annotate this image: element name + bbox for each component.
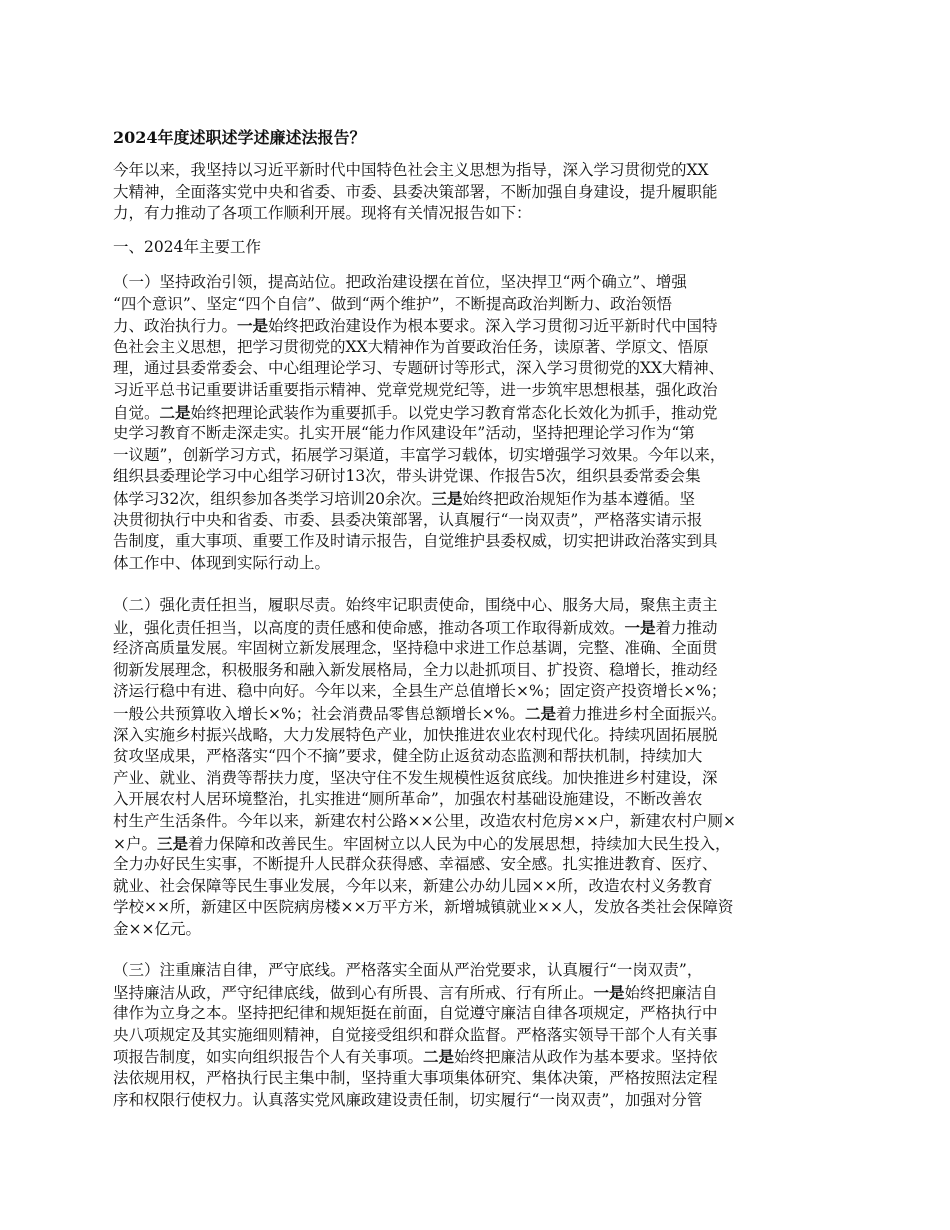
text-segment: 色社会主义思想，把学习贯彻党的XX大精神作为首要政治任务，读原著、学原文、悟原 <box>113 337 709 356</box>
paragraph-responsibility <box>113 595 853 941</box>
text-segment: 始终把廉洁从政作为基本要求。坚持依 <box>454 1048 718 1067</box>
text-segment: 坚持廉洁从政，严守纪律底线，做到心有所畏、言有所戒、行有所止。 <box>113 983 594 1002</box>
text-line <box>113 1003 853 1025</box>
section-heading <box>113 237 853 259</box>
text-segment: 告制度，重大事项、重要工作及时请示报告，自觉维护县委权威，切实把讲政治落实到具 <box>113 532 718 551</box>
text-line <box>113 595 853 617</box>
text-segment: 始终把政治规矩作为基本遵循。坚 <box>462 489 695 508</box>
paragraph-political-leadership <box>113 272 853 574</box>
text-line <box>113 1025 853 1047</box>
text-segment: ×户。 <box>113 834 157 853</box>
text-segment: 贫攻坚成果，严格落实“四个不摘”要求，健全防止返贫动态监测和帮扶机制，持续加大 <box>113 747 703 766</box>
text-line <box>113 811 853 833</box>
text-line <box>113 380 853 402</box>
text-segment: 业，强化责任担当，以高度的责任感和使命感，推动各项工作取得新成效。 <box>113 618 625 637</box>
text-segment: 济运行稳中有进、稳中向好。今年以来，全县生产总值增长×%；固定资产投资增长×%； <box>113 682 727 701</box>
text-line <box>113 703 853 725</box>
text-line <box>113 638 853 660</box>
text-line <box>113 746 853 768</box>
text-segment: 力，有力推动了各项工作顺利开展。现将有关情况报告如下： <box>113 204 532 223</box>
text-line <box>113 553 853 575</box>
text-segment: 决贯彻执行中央和省委、市委、县委决策部署，认真履行“一岗双责”，严格落实请示报 <box>113 510 703 529</box>
text-line <box>113 402 853 424</box>
text-line <box>113 960 853 982</box>
text-segment: 村生产生活条件。今年以来，新建农村公路××公里，改造农村危房××户，新建农村户厕× <box>113 811 736 830</box>
text-line <box>113 466 853 488</box>
bold-marker: 一是 <box>593 982 625 1002</box>
text-segment: 法依规用权，严格执行民主集中制，坚持重大事项集体研究、集体决策，严格按照法定程 <box>113 1068 718 1087</box>
text-line <box>113 833 853 855</box>
text-segment: 产业、就业、消费等帮扶力度，坚决守住不发生规模性返贫底线。加快推进乡村建设，深 <box>113 768 718 787</box>
text-segment: 自觉。 <box>113 403 160 422</box>
text-line <box>113 315 853 337</box>
text-line <box>113 1090 853 1112</box>
text-segment: 着力保障和改善民生。牢固树立以人民为中心的发展思想，持续加大民生投入， <box>188 834 731 853</box>
text-segment: 着力推动 <box>655 618 718 637</box>
text-line <box>113 681 853 703</box>
text-line <box>113 237 853 259</box>
text-line <box>113 358 853 380</box>
text-segment: 一、2024年主要工作 <box>113 238 261 256</box>
text-segment: 今年以来，我坚持以习近平新时代中国特色社会主义思想为指导，深入学习贯彻党的XX <box>113 161 709 179</box>
text-segment: 一议题”，创新学习方式，拓展学习渠道，丰富学习载体，切实增强学习效果。今年以来， <box>113 445 726 464</box>
text-line <box>113 982 853 1004</box>
text-line <box>113 531 853 553</box>
text-line <box>113 789 853 811</box>
text-segment: 体学习32次，组织参加各类学习培训20余次。 <box>113 489 432 508</box>
text-segment: 组织县委理论学习中心组学习研讨13次，带头讲党课、作报告5次，组织县委常委会集 <box>113 467 701 486</box>
text-segment: 入开展农村人居环境整治，扎实推进“厕所革命”，加强农村基础设施建设，不断改善农 <box>113 790 703 809</box>
text-line <box>113 203 853 225</box>
bold-marker: 三是 <box>431 488 463 508</box>
text-line <box>113 182 853 204</box>
text-line <box>113 854 853 876</box>
text-line <box>113 160 853 182</box>
text-segment: 始终把政治建设作为根本要求。深入学习贯彻习近平新时代中国特 <box>268 317 718 336</box>
text-segment: 学校××所，新建区中医院病房楼××万平方米，新增城镇就业××人，发放各类社会保障资 <box>113 898 734 917</box>
text-line <box>113 272 853 294</box>
text-line <box>113 919 853 941</box>
text-line <box>113 488 853 510</box>
text-segment: 律作为立身之本。坚持把纪律和规矩挺在前面，自觉遵守廉洁自律各项规定，严格执行中 <box>113 1004 718 1023</box>
bold-marker: 一是 <box>624 617 656 637</box>
text-segment: 彻新发展理念，积极服务和融入新发展格局，全力以赴抓项目、扩投资、稳增长，推动经 <box>113 660 718 679</box>
text-segment: 就业、社会保障等民生事业发展，今年以来，新建公办幼儿园××所，改造农村义务教育 <box>113 876 713 895</box>
text-segment: 力、政治执行力。 <box>113 317 238 336</box>
bold-marker: 二是 <box>524 703 556 723</box>
text-segment: 序和权限行使权力。认真落实党风廉政建设责任制，切实履行“一岗双责”，加强对分管 <box>113 1090 703 1109</box>
text-line <box>113 660 853 682</box>
text-segment: 经济高质量发展。牢固树立新发展理念，坚持稳中求进工作总基调，完整、准确、全面贯 <box>113 639 718 658</box>
text-line <box>113 337 853 359</box>
bold-marker: 一是 <box>237 316 269 336</box>
text-line <box>113 725 853 747</box>
document-title: 2024年度述职述学述廉述法报告？ <box>113 128 366 147</box>
text-line <box>113 294 853 316</box>
text-segment: 史学习教育不断走深走实。扎实开展“能力作风建设年”活动，坚持把理论学习作为“第 <box>113 424 695 443</box>
text-segment: 体工作中、体现到实际行动上。 <box>113 553 331 572</box>
text-segment: “四个意识”、坚定“四个自信”、做到“两个维护”，不断提高政治判断力、政治领悟 <box>113 294 673 313</box>
text-line <box>113 1068 853 1090</box>
text-line <box>113 897 853 919</box>
text-line <box>113 876 853 898</box>
text-segment: 理，通过县委常委会、中心组理论学习、专题研讨等形式，深入学习贯彻党的XX大精神、 <box>113 359 725 378</box>
bold-marker: 二是 <box>159 402 191 422</box>
text-line <box>113 1046 853 1068</box>
bold-marker: 二是 <box>423 1047 455 1067</box>
bold-marker: 三是 <box>157 833 189 853</box>
text-segment: 项报告制度，如实向组织报告个人有关事项。 <box>113 1048 424 1067</box>
text-segment: 央八项规定及其实施细则精神，自觉接受组织和群众监督。严格落实领导干部个人有关事 <box>113 1025 718 1044</box>
text-segment: 深入实施乡村振兴战略，大力发展特色产业，加快推进农业农村现代化。持续巩固拓展脱 <box>113 725 718 744</box>
text-segment: 始终把廉洁自 <box>624 983 718 1002</box>
text-segment: 金××亿元。 <box>113 919 201 938</box>
text-segment: 习近平总书记重要讲话重要指示精神、党章党规党纪等，进一步筑牢思想根基，强化政治 <box>113 380 718 399</box>
text-segment: 大精神，全面落实党中央和省委、市委、县委决策部署，不断加强自身建设，提升履职能 <box>113 182 718 201</box>
text-segment: （三）注重廉洁自律，严守底线。严格落实全面从严治党要求，认真履行“一岗双责”， <box>113 961 703 979</box>
text-segment: （二）强化责任担当，履职尽责。始终牢记职责使命，围绕中心、服务大局，聚焦主责主 <box>113 596 718 614</box>
text-line <box>113 768 853 790</box>
text-segment: （一）坚持政治引领，提高站位。把政治建设摆在首位，坚决捍卫“两个确立”、增强 <box>113 273 687 291</box>
text-line <box>113 423 853 445</box>
text-segment: 全力办好民生实事，不断提升人民群众获得感、幸福感、安全感。扎实推进教育、医疗、 <box>113 855 718 874</box>
text-line <box>113 617 853 639</box>
text-segment: 着力推进乡村全面振兴。 <box>555 704 727 723</box>
text-segment: 始终把理论武装作为重要抓手。以党史学习教育常态化长效化为抓手，推动党 <box>190 403 718 422</box>
text-line <box>113 510 853 532</box>
intro-paragraph <box>113 160 853 225</box>
text-line <box>113 445 853 467</box>
text-segment: 一般公共预算收入增长×%；社会消费品零售总额增长×%。 <box>113 704 525 723</box>
paragraph-integrity <box>113 960 853 1111</box>
